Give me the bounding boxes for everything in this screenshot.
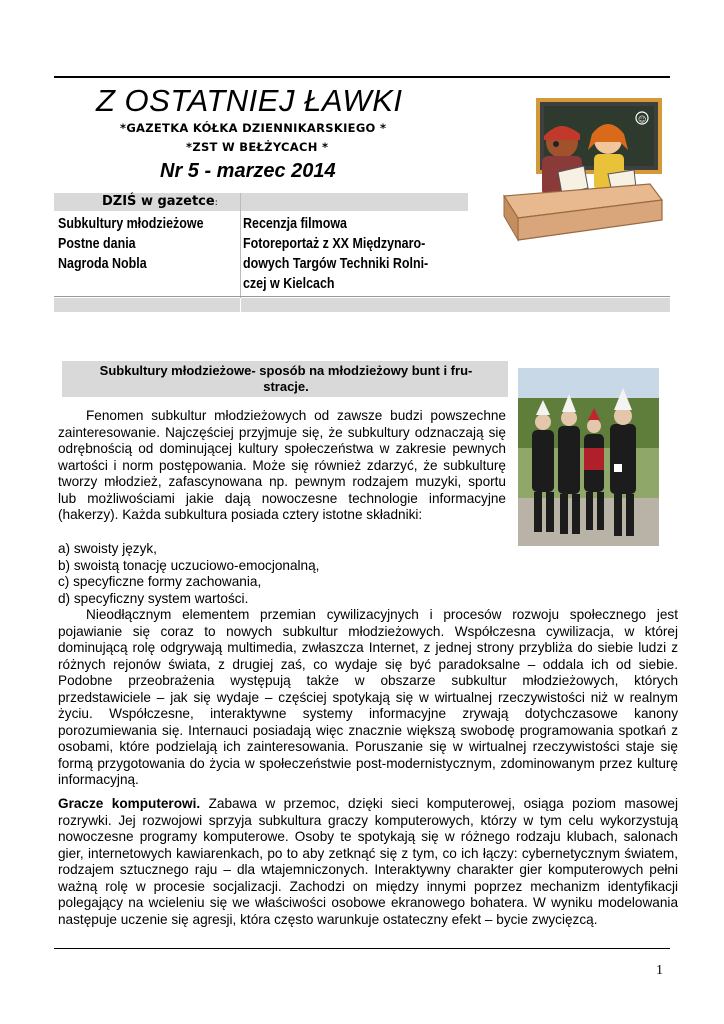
toc-bottom-rule [54, 296, 670, 297]
article-paragraph-1 [58, 408, 506, 524]
list-item: d) specyficzny system wartości. [58, 590, 249, 606]
toc-item: Postne dania [58, 236, 136, 252]
article-heading-line1: Subkultury młodzieżowe- sposób na młodzieżowy bunt i fru- [99, 363, 473, 378]
newspaper-subtitle-line2: *ZST W BEŁŻYCACH * [186, 140, 329, 154]
toc-divider [240, 193, 241, 311]
article-paragraph-2-text: Nieodłącznym elementem przemian cywilizacyjnych i procesów rozwoju społecznego jest pojawianie się coraz to nowych subkultur młodzieżowych. Współczesna cywilizacja, w której dominującą rolę odgrywają multimedia, zwłaszcza Internet, z jednej strony przybliża do siebie ludzi z różnych rejonów świata, z drugiej zaś, co wydaje się być paradoksalne – oddala ich od siebie. Podobne przeobrażenia występują także w obszarze subkultur młodzieżowych, których przedstawiciele – jak się wydaje – częściej spotykają się w wirtualnej rzeczywistości niż w realnym życiu. Współczesne, interaktywne systemy informacyjne zrywają dotychczasowe kanony porozumiewania się. Internauci posiadają więc znacznie większą swobodę programowania spotkań z osobami, które podzielają ich zainteresowania. Poruszanie się w wirtualnej rzeczywistości staje się formą przygotowania do życia w społeczeństwie post-modernistycznym, zdominowanym przez kulturę informacyjną. [58, 607, 678, 787]
gamers-subheading: Gracze komputerowi. [58, 796, 201, 811]
list-item: a) swoisty język, [58, 541, 157, 556]
header-top-rule [54, 76, 670, 78]
list-item: b) swoistą tonację uczuciowo-emocjonalną, [58, 557, 320, 573]
students-at-desk-illustration-icon [500, 92, 665, 252]
article-paragraph-3-text: Zabawa w przemoc, dzięki sieci komputerowej, osiąga poziom masowej rozrywki. Jej rozwojowi sprzyja subkultura graczy komputerowych, którzy w tym celu wykorzystują nowoczesne programy komputerowe. Osoby te spotykają się w różnego rodzaju klubach, salonach gier, internetowych kawiarenkach, po to aby zetknąć się z tym, co ich łączy: cybernetycznym światem, rodzajem sztucznego raju – dla wtajemniczonych. Interaktywny charakter gier komputerowych pełni ważną rolę w procesie socjalizacji. Zachodzi on między innymi poprzez mechanizm identyfikacji polegający na wcieleniu się we właściwości osobowe ekranowego bohatera. W wyniku modelowania następuje uczenie się agresji, która często warunkuje ostateczny efekt – bycie zwycięzcą. [58, 796, 679, 927]
punk-subculture-photo-icon [518, 368, 659, 546]
issue-number: Nr 5 - marzec 2014 [160, 160, 336, 182]
svg-text:☺: ☺ [638, 115, 647, 124]
article-heading [66, 363, 506, 395]
toc-item: dowych Targów Techniki Rolni- [243, 256, 429, 272]
toc-footer-bar [54, 298, 670, 312]
toc-right-column [243, 214, 428, 294]
components-list [58, 541, 506, 607]
page-number: 1 [656, 963, 663, 978]
footer-rule [54, 948, 670, 949]
toc-left-column [58, 214, 204, 274]
toc-item: Subkultury młodzieżowe [58, 216, 204, 232]
article-heading-line2: stracje. [263, 379, 309, 394]
newspaper-subtitle-line1: *GAZETKA KÓŁKA DZIENNIKARSKIEGO * [120, 121, 387, 135]
article-paragraph-1-text: Fenomen subkultur młodzieżowych od zawsze budzi powszechne zainteresowanie. Najczęściej przyjmuje się, że subkultury odznaczają się odrębnością od dominującej kultury społeczeństwa w zakresie pewnych wartości i norm postępowania. Może się również zdarzyć, że subkulturę tworzy młodzież, zafascynowana np. pewnym rodzajem muzyki, sportu lub możliwościami jakie dają nowoczesne technologie informacyjne (hakerzy). Każda subkultura posiada cztery istotne składniki: [58, 408, 506, 522]
newspaper-title: Z OSTATNIEJ ŁAWKI [96, 83, 403, 118]
article-paragraph-3 [58, 796, 678, 928]
toc-item: czej w Kielcach [243, 276, 335, 292]
toc-footer-divider [240, 298, 241, 312]
toc-label: DZIŚ w gazetce: [102, 194, 218, 209]
toc-item: Nagroda Nobla [58, 256, 147, 272]
list-item: c) specyficzne formy zachowania, [58, 574, 262, 589]
toc-item: Recenzja filmowa [243, 216, 347, 232]
toc-item: Fotoreportaż z XX Międzynaro- [243, 236, 426, 252]
article-paragraph-2 [58, 607, 678, 789]
